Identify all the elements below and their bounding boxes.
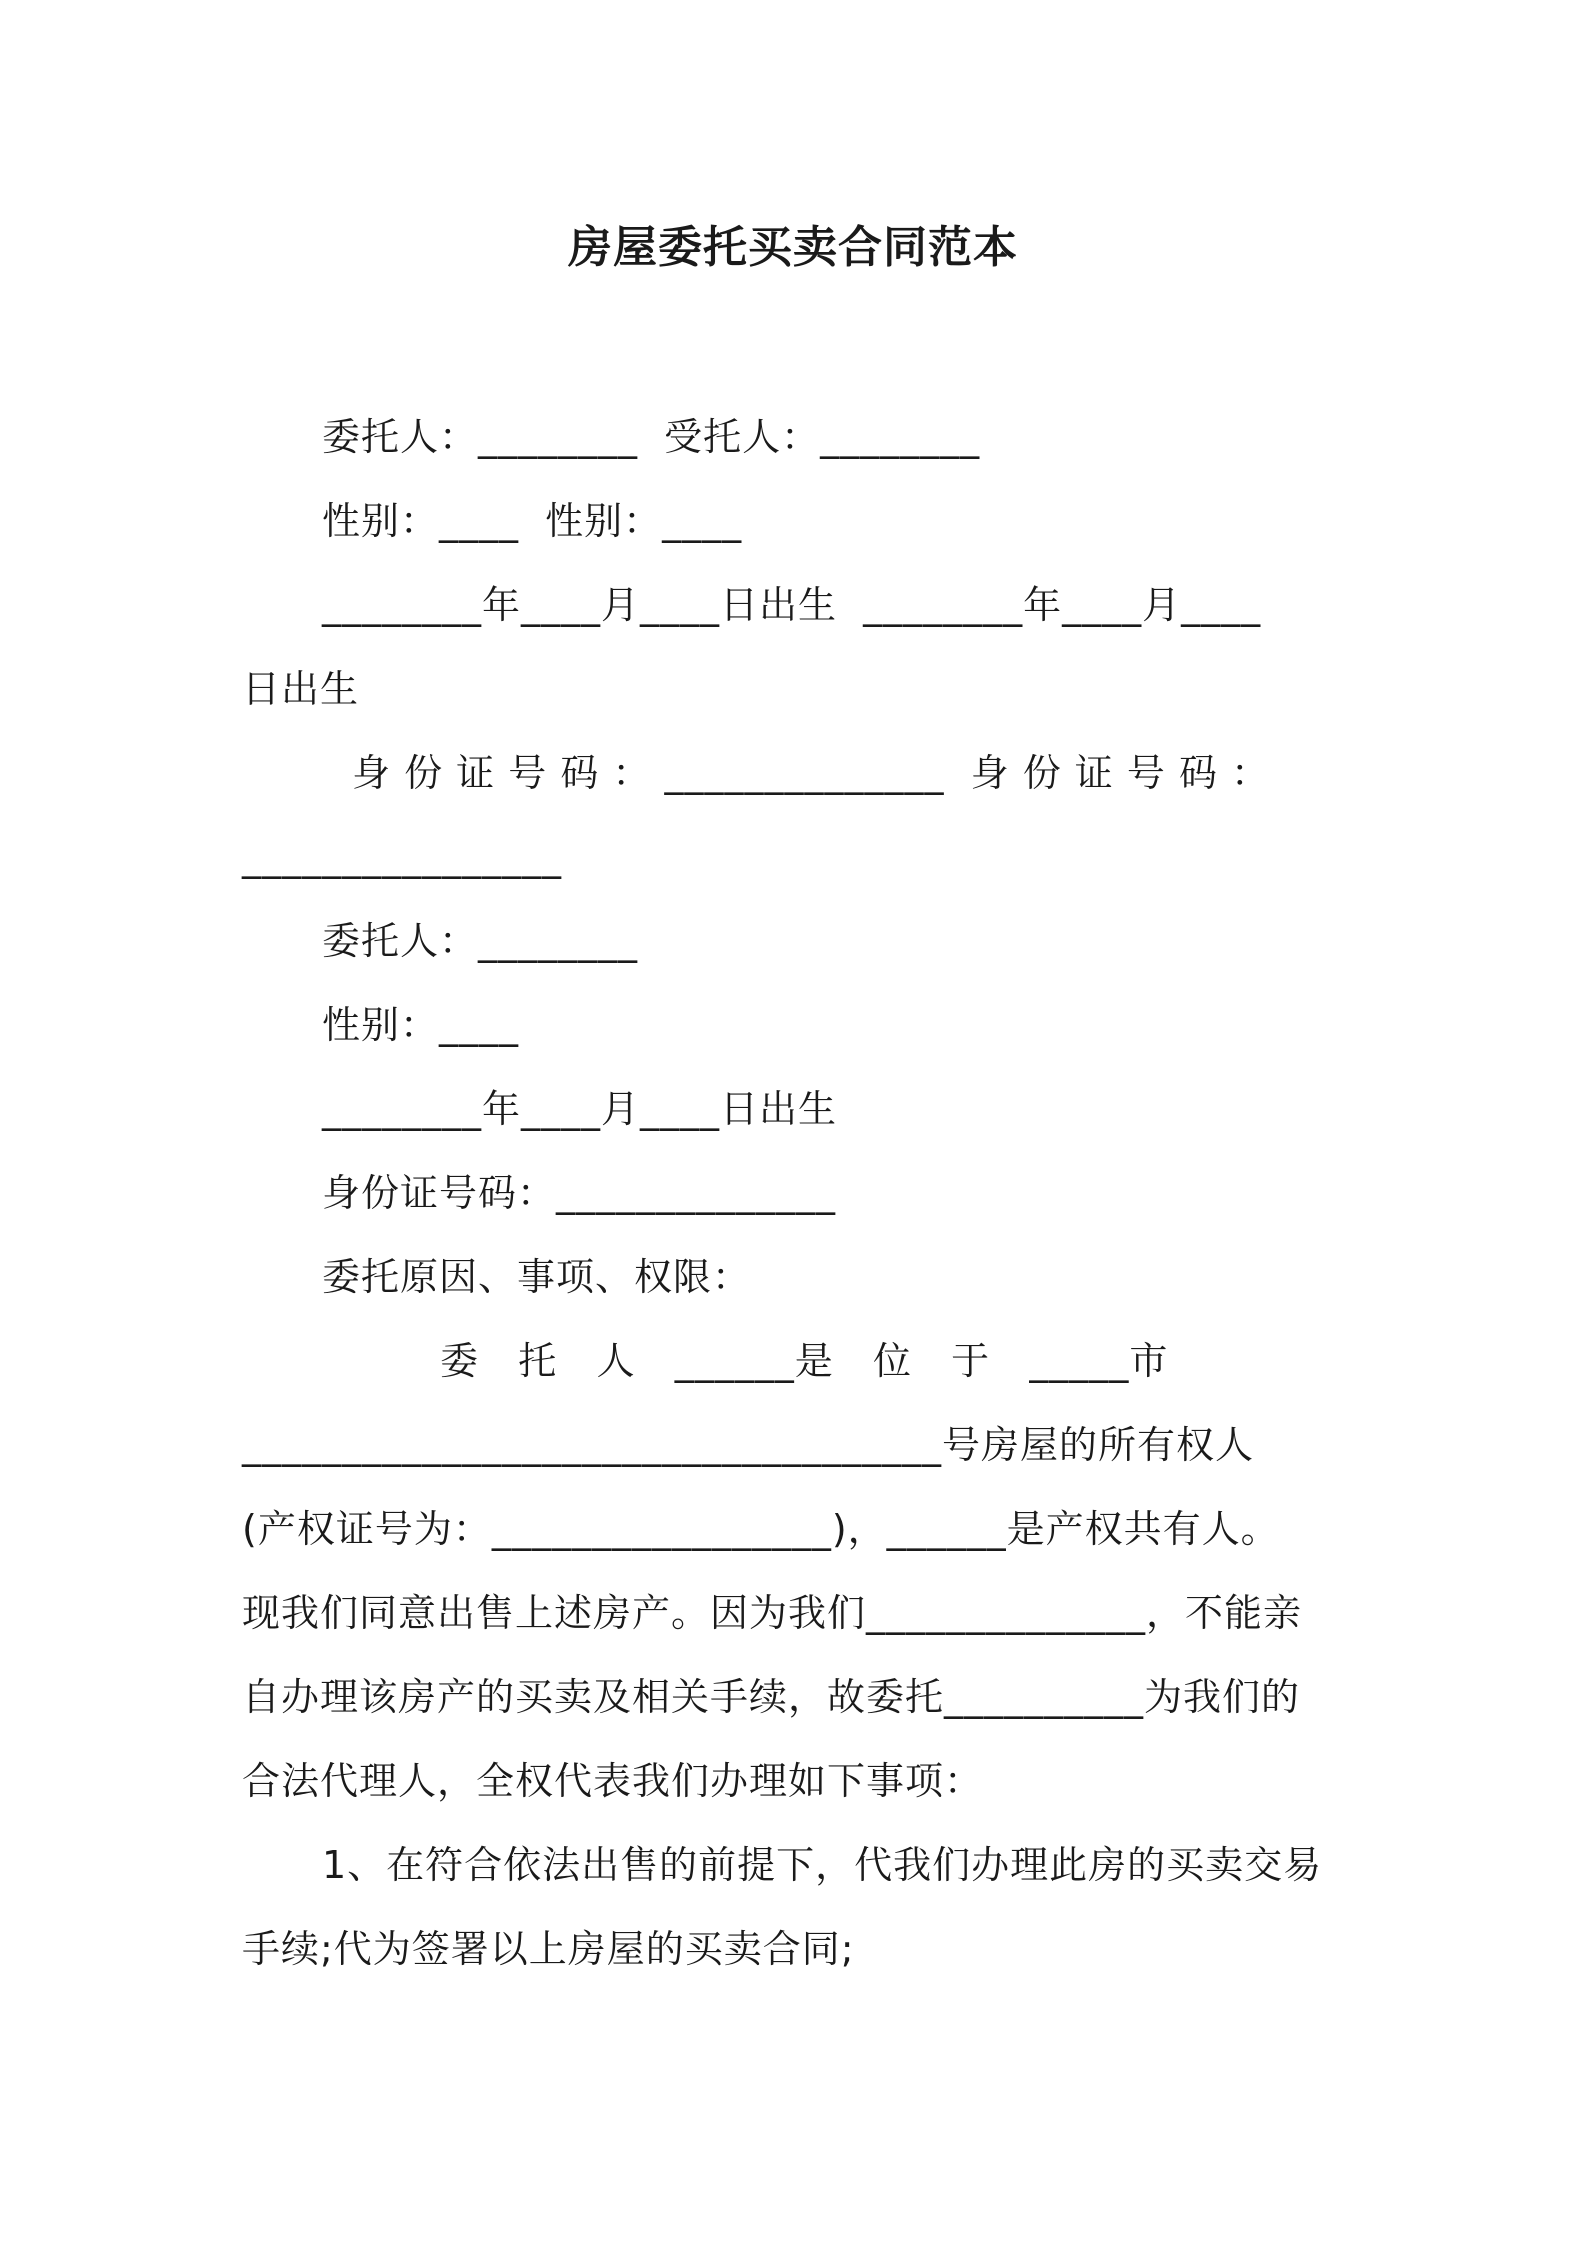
body-paragraph-line-2: ___________________________________号房屋的所有权人: [242, 1423, 1255, 1467]
principal-agent-line: 委托人：________ 受托人：________: [322, 415, 981, 459]
body-paragraph-line-5: 自办理该房产的买卖及相关手续，故委托__________为我们的: [242, 1675, 1301, 1719]
document-title: 房屋委托买卖合同范本: [568, 222, 1018, 273]
id-number-line-2: 身份证号码：______________: [322, 1171, 837, 1215]
id-number-line: 身 份 证 号 码 ： ______________ 身 份 证 号 码 ：: [352, 751, 1271, 795]
body-paragraph-line-1: 委 托 人 ______是 位 于 _____市: [440, 1339, 1169, 1383]
gender-line-2: 性别：____: [322, 1003, 520, 1047]
body-paragraph-line-3: (产权证号为：_________________)，______是产权共有人。: [242, 1507, 1280, 1551]
gender-line: 性别：____ 性别：____: [322, 499, 743, 543]
body-paragraph-line-6: 合法代理人，全权代表我们办理如下事项：: [242, 1759, 984, 1803]
birth-date-line-2: ________年____月____日出生: [322, 1087, 838, 1131]
principal-line-2: 委托人：________: [322, 919, 639, 963]
birth-date-line: ________年____月____日出生 ________年____月____: [322, 583, 1262, 627]
authorization-heading: 委托原因、事项、权限：: [322, 1255, 752, 1299]
body-paragraph-line-4: 现我们同意出售上述房产。因为我们______________，不能亲: [242, 1591, 1303, 1635]
birth-date-line-cont: 日出生: [242, 667, 360, 711]
id-number-line-cont: ________________: [242, 835, 562, 879]
item-1-line-1: 1、在符合依法出售的前提下，代我们办理此房的买卖交易: [322, 1843, 1323, 1887]
item-1-line-2: 手续;代为签署以上房屋的买卖合同;: [242, 1927, 855, 1971]
